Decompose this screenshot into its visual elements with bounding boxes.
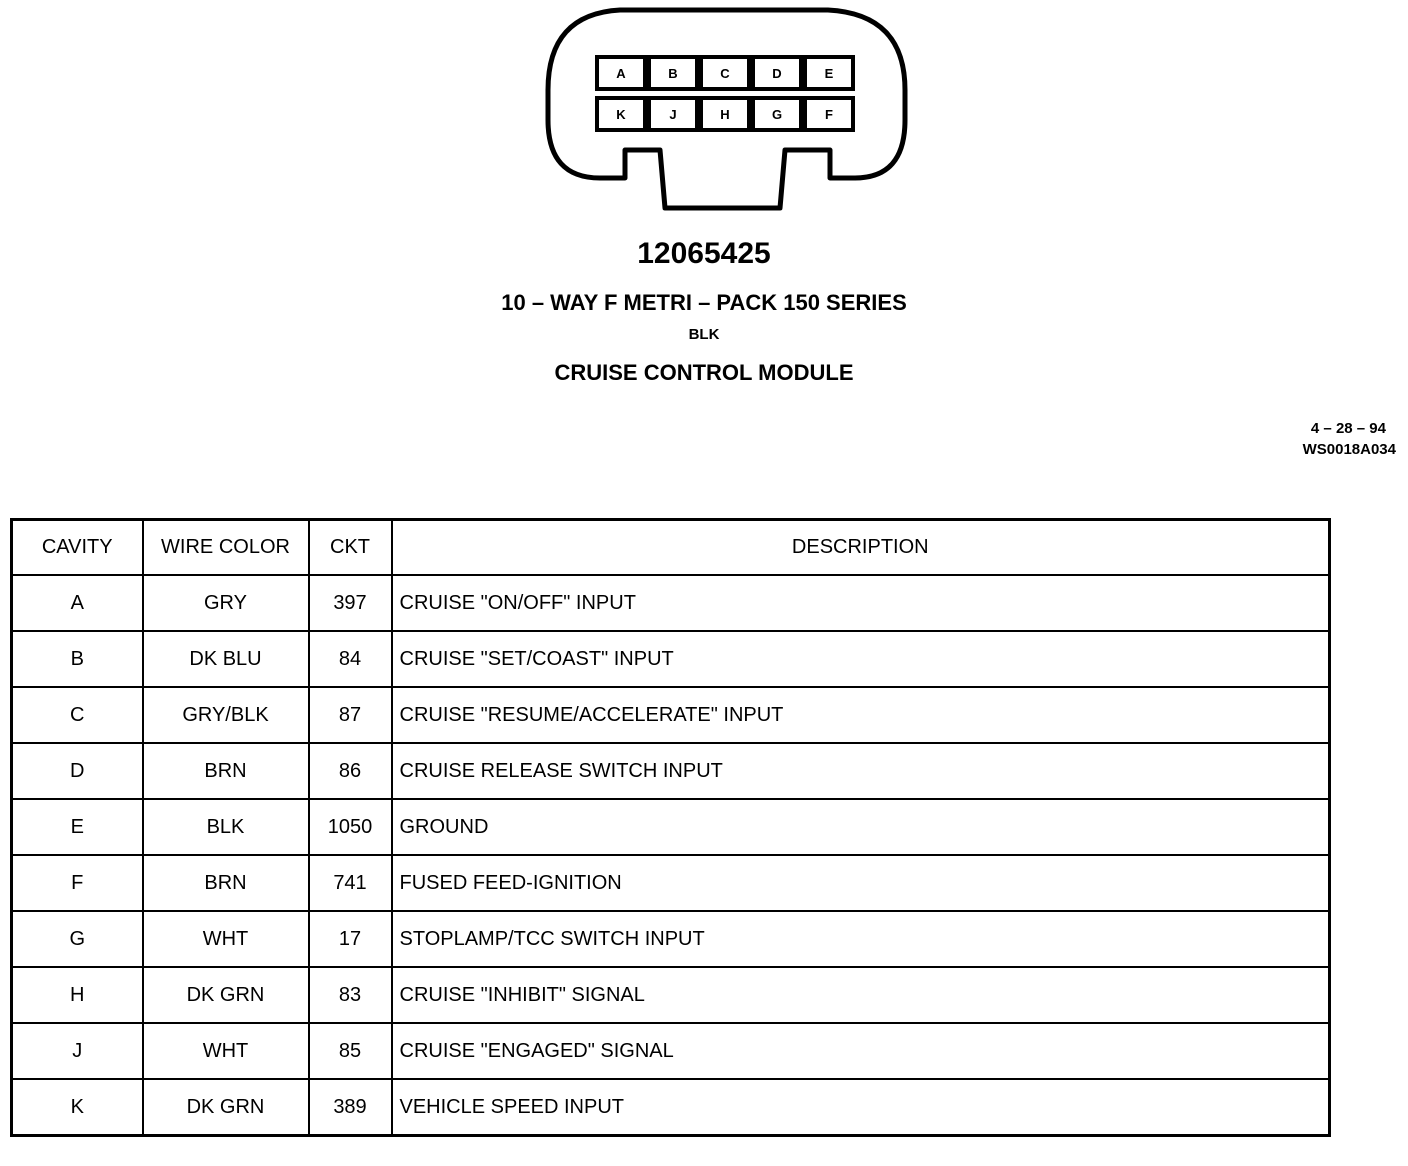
wire-color-cell: DK GRN — [143, 967, 309, 1023]
pin-label-k: K — [616, 107, 626, 122]
table-row — [12, 1079, 1330, 1136]
wire-color-cell: BRN — [143, 743, 309, 799]
pin-label-f: F — [825, 107, 833, 122]
pin-label-b: B — [668, 66, 678, 81]
description-cell: FUSED FEED-IGNITION — [392, 855, 1330, 911]
table-row — [12, 631, 1330, 687]
header-ckt: CKT — [309, 520, 392, 576]
connector-type: 10 – WAY F METRI – PACK 150 SERIES — [501, 290, 907, 315]
pin-label-c: C — [720, 66, 730, 81]
wire-color-cell: DK BLU — [143, 631, 309, 687]
reference-date: 4 – 28 – 94 — [1310, 420, 1386, 437]
table-row — [12, 911, 1330, 967]
description-cell: CRUISE RELEASE SWITCH INPUT — [392, 743, 1330, 799]
cavity-cell: D — [12, 743, 143, 799]
cavity-cell: K — [12, 1079, 143, 1136]
header-wire-color: WIRE COLOR — [143, 520, 309, 576]
cavity-cell: A — [12, 575, 143, 631]
wire-color-cell: BRN — [143, 855, 309, 911]
table-row — [12, 575, 1330, 631]
ckt-cell: 86 — [309, 743, 392, 799]
description-cell: VEHICLE SPEED INPUT — [392, 1079, 1330, 1136]
header-description: DESCRIPTION — [392, 520, 1330, 576]
description-cell: CRUISE "SET/COAST" INPUT — [392, 631, 1330, 687]
table-row — [12, 855, 1330, 911]
table-header-row — [12, 520, 1330, 576]
pinout-table — [10, 518, 1331, 1137]
ckt-cell: 741 — [309, 855, 392, 911]
cavity-cell: H — [12, 967, 143, 1023]
ckt-cell: 17 — [309, 911, 392, 967]
description-cell: CRUISE "ON/OFF" INPUT — [392, 575, 1330, 631]
cavity-cell: E — [12, 799, 143, 855]
ckt-cell: 397 — [309, 575, 392, 631]
ckt-cell: 87 — [309, 687, 392, 743]
wire-color-cell: DK GRN — [143, 1079, 309, 1136]
table-row — [12, 743, 1330, 799]
wire-color-cell: BLK — [143, 799, 309, 855]
cavity-cell: G — [12, 911, 143, 967]
ckt-cell: 85 — [309, 1023, 392, 1079]
description-cell: STOPLAMP/TCC SWITCH INPUT — [392, 911, 1330, 967]
description-cell: CRUISE "RESUME/ACCELERATE" INPUT — [392, 687, 1330, 743]
part-number: 12065425 — [637, 237, 771, 270]
wire-color-cell: WHT — [143, 1023, 309, 1079]
cavity-cell: J — [12, 1023, 143, 1079]
table-row — [12, 1023, 1330, 1079]
table-row — [12, 967, 1330, 1023]
ckt-cell: 84 — [309, 631, 392, 687]
table-row — [12, 799, 1330, 855]
cavity-cell: B — [12, 631, 143, 687]
wire-color-cell: GRY/BLK — [143, 687, 309, 743]
ckt-cell: 389 — [309, 1079, 392, 1136]
pin-label-j: J — [669, 107, 677, 122]
header-cavity: CAVITY — [12, 520, 143, 576]
ckt-cell: 83 — [309, 967, 392, 1023]
module-name: CRUISE CONTROL MODULE — [554, 360, 854, 385]
pin-label-e: E — [824, 66, 834, 81]
pin-label-h: H — [720, 107, 730, 122]
ckt-cell: 1050 — [309, 799, 392, 855]
table-row — [12, 687, 1330, 743]
reference-code: WS0018A034 — [1302, 441, 1396, 458]
description-cell: CRUISE "INHIBIT" SIGNAL — [392, 967, 1330, 1023]
pin-label-a: A — [616, 66, 626, 81]
pin-label-d: D — [772, 66, 782, 81]
cavity-cell: C — [12, 687, 143, 743]
wire-color-cell: GRY — [143, 575, 309, 631]
connector-color: BLK — [688, 326, 720, 343]
connector-face-diagram — [0, 0, 1408, 230]
cavity-cell: F — [12, 855, 143, 911]
wire-color-cell: WHT — [143, 911, 309, 967]
description-cell: CRUISE "ENGAGED" SIGNAL — [392, 1023, 1330, 1079]
pin-label-g: G — [771, 107, 783, 122]
description-cell: GROUND — [392, 799, 1330, 855]
